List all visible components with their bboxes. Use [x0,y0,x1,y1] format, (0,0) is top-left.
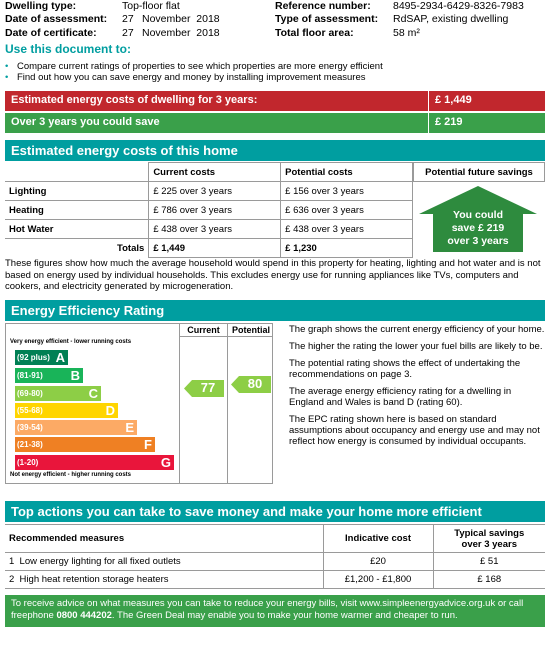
rating-paragraph: The EPC rating shown here is based on standard assumptions about occupancy and energy use and may not reflect how energy is consumed by individual occupants. [289,414,540,447]
use-title: Use this document to: [5,42,132,56]
use-bullet-text: Compare current ratings of properties to see which properties are more energy efficient [16,61,383,72]
costs-section-header [5,140,545,161]
rating-paragraph: The graph shows the current energy efficiency of your home. [289,324,545,335]
save-summary-value: £ 219 [435,116,463,128]
rating-paragraph: The potential rating shows the effect of undertaking the recommendations on page 3. [289,358,521,380]
header-savings-line2: over 3 years [461,538,517,550]
header-savings: Potential future savings [413,162,545,182]
measure-cost: £20 [323,553,433,571]
band-letter: G [160,455,171,470]
measure-cost: £1,200 - £1,800 [323,571,433,589]
rating-col-potential: Potential [231,325,270,335]
header-blank [5,163,149,182]
table-row [5,201,413,220]
footer-phone: 0800 444202 [56,610,112,621]
dwelling-type-value: Top-floor flat [122,0,180,12]
use-bullet-2 [5,72,366,83]
savings-line-2: save £ 219 [451,222,505,234]
band-range: (1-20) [17,458,39,467]
use-bullet-text: Find out how you can save energy and money by installing improvement measures [16,72,366,83]
savings-line-3: over 3 years [447,235,509,247]
measure-name: 1 Low energy lighting for all fixed outlets [5,553,323,571]
header-current: Current costs [149,163,281,182]
cost-summary-bar [5,91,545,111]
table-header-row [5,163,413,182]
band-g [15,455,174,470]
rating-paragraph: The average energy efficiency rating for a dwelling in England and Wales is band D (rating 60). [289,386,512,408]
assessment-monthyear: November 2018 [142,13,220,25]
totals-label: Totals [5,239,149,258]
current-rating-value: 77 [200,380,216,395]
rating-explanation [289,324,545,453]
assessment-day: 27 [122,13,134,25]
band-letter: E [125,420,134,435]
current-rating-arrow [184,380,224,397]
divider [227,324,228,483]
rating-section-header [5,300,545,321]
reference-value: 8495-2934-6429-8326-7983 [393,0,524,12]
assessment-type-label: Type of assessment: [275,13,379,25]
band-a [15,350,68,365]
band-d [15,403,118,418]
measure-name: 2 High heat retention storage heaters [5,571,323,589]
rating-section-title: Energy Efficiency Rating [11,303,165,318]
band-range: (69-80) [17,389,43,398]
row-potential: £ 156 over 3 years [281,182,413,201]
save-summary-bar [5,113,545,133]
band-letter: A [55,350,65,365]
table-row [5,182,413,201]
totals-row [5,239,413,258]
total-potential: £ 1,230 [281,239,413,258]
row-label: Heating [5,201,149,220]
table-row [5,553,545,571]
band-e [15,420,137,435]
band-f [15,437,155,452]
row-potential: £ 636 over 3 years [281,201,413,220]
divider [179,324,180,483]
band-letter: D [105,403,115,418]
divider [428,113,429,133]
band-range: (55-68) [17,406,43,415]
band-letter: F [144,437,152,452]
measure-saving: £ 51 [433,553,545,571]
row-potential: £ 438 over 3 years [281,220,413,239]
table-row [5,571,545,589]
band-letter: C [88,386,98,401]
rating-col-current: Current [187,325,220,335]
assessment-type-value: RdSAP, existing dwelling [393,13,509,25]
band-range: (21-38) [17,440,43,449]
band-range: (81-91) [17,371,43,380]
cost-summary-value: £ 1,449 [435,94,472,106]
header-savings-line1: Typical savings [454,527,525,539]
rating-chart [5,323,273,484]
potential-rating-arrow [231,376,271,393]
footer-text-a: To receive advice on what measures you can take to reduce your energy bills, visit www.simpleenergyadvice.org.uk or call freephone [11,598,524,621]
costs-note: These figures show how much the average household would spend in this property for heating, lighting and hot water and is not based on energy used by individual households. This excludes energy use for running appliances like TVs, computers and cookers, and electricity generated by microgeneration. [5,258,541,292]
savings-line-1: You could [453,209,503,221]
certificate-monthyear: November 2018 [142,27,220,39]
divider [428,91,429,111]
header-potential: Potential costs [281,163,413,182]
total-current: £ 1,449 [149,239,281,258]
reference-label: Reference number: [275,0,371,12]
floor-area-value: 58 m² [393,27,420,39]
costs-section-title: Estimated energy costs of this home [11,143,238,158]
band-b [15,368,83,383]
table-header-row [5,525,545,553]
potential-rating-value: 80 [247,376,263,391]
dwelling-type-label: Dwelling type: [5,0,77,12]
divider [179,336,273,337]
row-label: Lighting [5,182,149,201]
cost-summary-label: Estimated energy costs of dwelling for 3 years: [11,94,258,106]
footer-advice [5,595,545,627]
row-current: £ 225 over 3 years [149,182,281,201]
savings-arrow-text [433,209,523,248]
certificate-day: 27 [122,27,134,39]
row-label: Hot Water [5,220,149,239]
bullet-icon: • [5,61,9,72]
use-bullet-1 [5,61,383,72]
table-row [5,220,413,239]
header-savings-col [433,525,545,553]
actions-table [5,524,545,589]
rating-top-note: Very energy efficient - lower running costs [10,339,132,345]
certificate-date-label: Date of certificate: [5,27,97,39]
header-cost: Indicative cost [323,525,433,553]
band-letter: B [70,368,80,383]
row-current: £ 786 over 3 years [149,201,281,220]
row-current: £ 438 over 3 years [149,220,281,239]
bullet-icon: • [5,72,9,83]
band-range: (39-54) [17,423,43,432]
assessment-date-label: Date of assessment: [5,13,108,25]
costs-table [5,162,413,258]
footer-text-b: . The Green Deal may enable you to make your home warmer and cheaper to run. [111,610,458,621]
save-summary-label: Over 3 years you could save [11,116,160,128]
floor-area-label: Total floor area: [275,27,354,39]
actions-section-header [5,501,545,522]
band-range: (92 plus) [17,353,50,362]
header-measures: Recommended measures [5,525,323,553]
band-c [15,386,101,401]
actions-section-title: Top actions you can take to save money and make your home more efficient [11,504,482,519]
measure-saving: £ 168 [433,571,545,589]
rating-paragraph: The higher the rating the lower your fuel bills are likely to be. [289,341,543,352]
savings-arrow [419,186,537,252]
rating-bottom-note: Not energy efficient - higher running costs [10,472,132,478]
